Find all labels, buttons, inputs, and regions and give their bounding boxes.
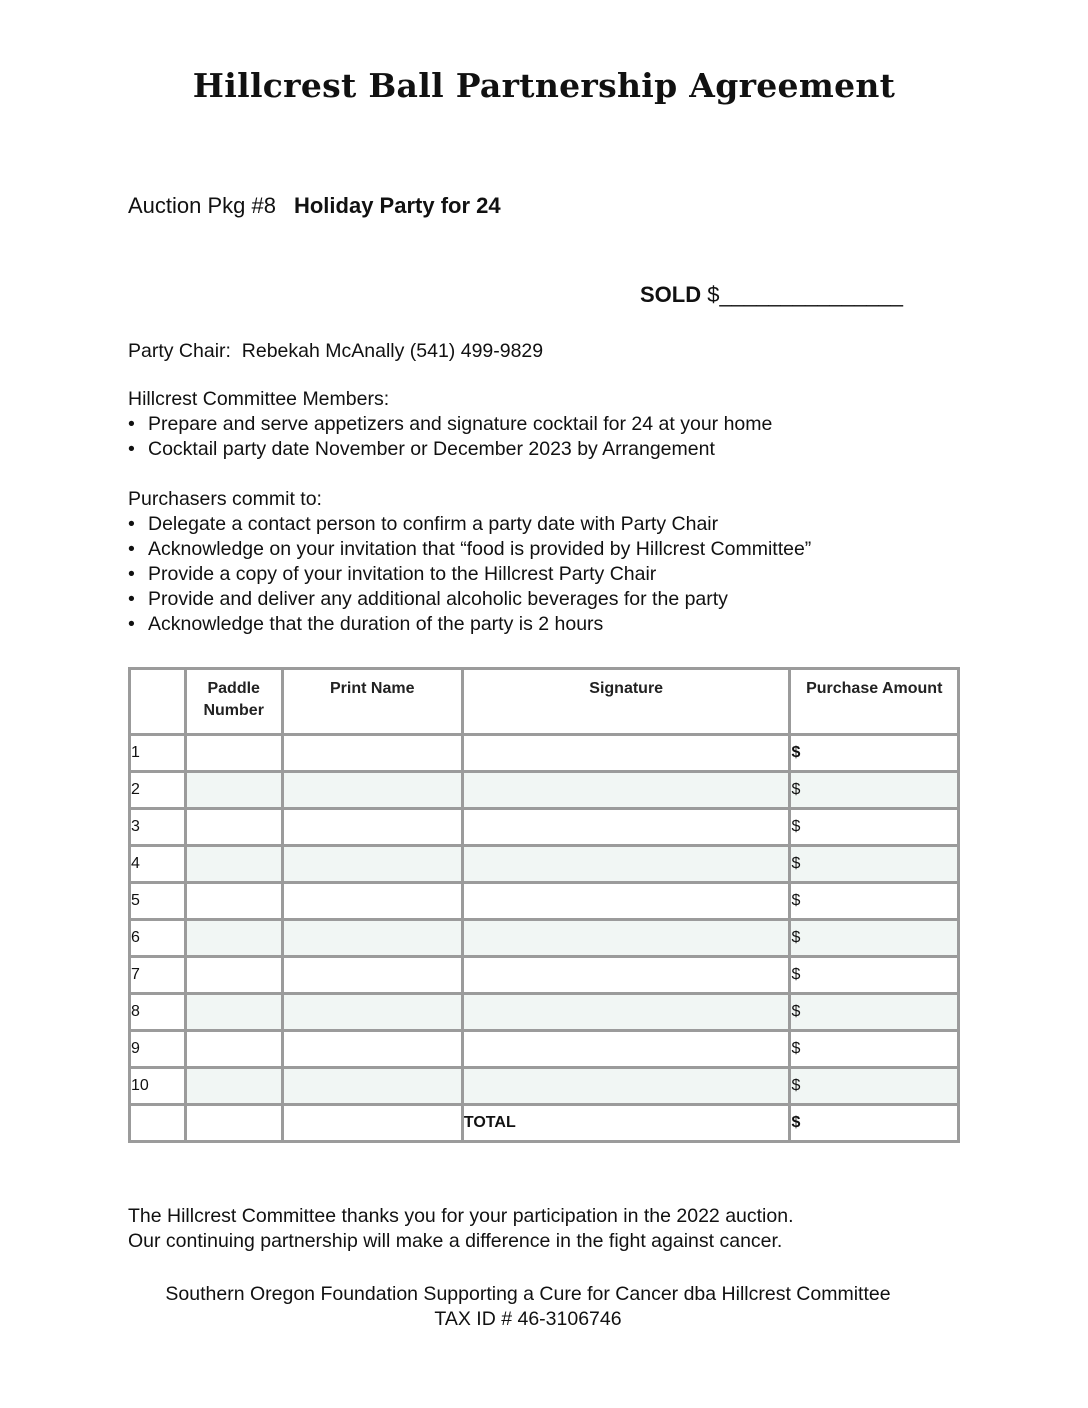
header-index — [130, 669, 186, 735]
total-empty-cell — [282, 1105, 462, 1142]
row-number: 10 — [130, 1068, 186, 1105]
page-title: Hillcrest Ball Partnership Agreement — [192, 66, 896, 105]
purchasers-item: • Provide and deliver any additional alcoholic beverages for the party — [128, 587, 811, 612]
paddle-number-cell[interactable] — [185, 735, 282, 772]
thanks-message — [128, 1204, 794, 1254]
tax-id: TAX ID # 46-3106746 — [434, 1308, 622, 1330]
purchasers-heading: Purchasers commit to: — [128, 488, 322, 510]
purchase-amount-cell[interactable]: $ — [790, 735, 959, 772]
signature-cell[interactable] — [462, 994, 790, 1031]
table-row — [130, 809, 959, 846]
purchase-amount-cell[interactable]: $ — [790, 809, 959, 846]
purchase-amount-cell[interactable]: $ — [790, 883, 959, 920]
table-header-row — [130, 669, 959, 735]
row-number: 3 — [130, 809, 186, 846]
table-row — [130, 846, 959, 883]
signature-cell[interactable] — [462, 1031, 790, 1068]
party-chair: Party Chair: Rebekah McAnally (541) 499-9829 — [128, 340, 544, 362]
signup-table — [128, 667, 960, 1143]
table-row — [130, 1068, 959, 1105]
signature-cell[interactable] — [462, 957, 790, 994]
paddle-number-cell[interactable] — [185, 846, 282, 883]
signature-cell[interactable] — [462, 772, 790, 809]
total-amount-cell[interactable]: $ — [790, 1105, 959, 1142]
total-label: TOTAL — [462, 1105, 790, 1142]
row-number: 7 — [130, 957, 186, 994]
print-name-cell[interactable] — [282, 846, 462, 883]
table-row — [130, 772, 959, 809]
package-name: Holiday Party for 24 — [293, 193, 501, 218]
paddle-number-cell[interactable] — [185, 809, 282, 846]
print-name-cell[interactable] — [282, 994, 462, 1031]
purchasers-item: • Acknowledge on your invitation that “food is provided by Hillcrest Committee” — [128, 537, 811, 562]
paddle-number-cell[interactable] — [185, 957, 282, 994]
print-name-cell[interactable] — [282, 957, 462, 994]
table-row — [130, 920, 959, 957]
table-row — [130, 883, 959, 920]
row-number: 8 — [130, 994, 186, 1031]
purchasers-list — [128, 512, 811, 637]
header-purchase-amount: Purchase Amount — [790, 669, 959, 735]
paddle-number-cell[interactable] — [185, 772, 282, 809]
total-row — [130, 1105, 959, 1142]
total-empty-cell — [185, 1105, 282, 1142]
committee-list — [128, 412, 772, 462]
purchasers-section — [128, 487, 811, 637]
print-name-cell[interactable] — [282, 772, 462, 809]
row-number: 4 — [130, 846, 186, 883]
paddle-number-cell[interactable] — [185, 920, 282, 957]
header-signature: Signature — [462, 669, 790, 735]
thanks-line: The Hillcrest Committee thanks you for your participation in the 2022 auction. — [128, 1205, 794, 1227]
signature-cell[interactable] — [462, 809, 790, 846]
signature-cell[interactable] — [462, 846, 790, 883]
total-empty-cell — [130, 1105, 186, 1142]
table-row — [130, 1031, 959, 1068]
header-paddle-number: Paddle Number — [185, 669, 282, 735]
paddle-number-cell[interactable] — [185, 994, 282, 1031]
purchase-amount-cell[interactable]: $ — [790, 920, 959, 957]
row-number: 1 — [130, 735, 186, 772]
print-name-cell[interactable] — [282, 735, 462, 772]
sold-amount-blank: $_______________ — [707, 282, 904, 307]
foundation-name: Southern Oregon Foundation Supporting a Cure for Cancer dba Hillcrest Committee — [165, 1283, 891, 1305]
committee-heading: Hillcrest Committee Members: — [128, 388, 390, 410]
print-name-cell[interactable] — [282, 920, 462, 957]
header-print-name: Print Name — [282, 669, 462, 735]
purchasers-item: • Provide a copy of your invitation to the Hillcrest Party Chair — [128, 562, 811, 587]
paddle-number-cell[interactable] — [185, 1031, 282, 1068]
package-line — [128, 193, 501, 219]
sold-line — [640, 282, 903, 308]
row-number: 2 — [130, 772, 186, 809]
print-name-cell[interactable] — [282, 1068, 462, 1105]
signature-cell[interactable] — [462, 920, 790, 957]
table-body — [130, 735, 959, 1142]
signature-cell[interactable] — [462, 1068, 790, 1105]
thanks-line: Our continuing partnership will make a difference in the fight against cancer. — [128, 1230, 783, 1252]
purchase-amount-cell[interactable]: $ — [790, 1031, 959, 1068]
purchase-amount-cell[interactable]: $ — [790, 994, 959, 1031]
paddle-number-cell[interactable] — [185, 1068, 282, 1105]
purchase-amount-cell[interactable]: $ — [790, 1068, 959, 1105]
row-number: 9 — [130, 1031, 186, 1068]
committee-section — [128, 387, 772, 462]
table-row — [130, 957, 959, 994]
print-name-cell[interactable] — [282, 1031, 462, 1068]
paddle-number-cell[interactable] — [185, 883, 282, 920]
committee-item: • Cocktail party date November or December 2023 by Arrangement — [128, 437, 772, 462]
purchase-amount-cell[interactable]: $ — [790, 957, 959, 994]
table-row — [130, 994, 959, 1031]
package-number: Auction Pkg #8 — [128, 193, 276, 218]
sold-label: SOLD — [640, 282, 702, 307]
purchasers-item: • Delegate a contact person to confirm a party date with Party Chair — [128, 512, 811, 537]
print-name-cell[interactable] — [282, 883, 462, 920]
purchase-amount-cell[interactable]: $ — [790, 846, 959, 883]
signature-cell[interactable] — [462, 735, 790, 772]
purchasers-item: • Acknowledge that the duration of the party is 2 hours — [128, 612, 811, 637]
table-row — [130, 735, 959, 772]
row-number: 6 — [130, 920, 186, 957]
row-number: 5 — [130, 883, 186, 920]
foundation-footer — [128, 1282, 928, 1332]
committee-item: • Prepare and serve appetizers and signature cocktail for 24 at your home — [128, 412, 772, 437]
purchase-amount-cell[interactable]: $ — [790, 772, 959, 809]
print-name-cell[interactable] — [282, 809, 462, 846]
signature-cell[interactable] — [462, 883, 790, 920]
